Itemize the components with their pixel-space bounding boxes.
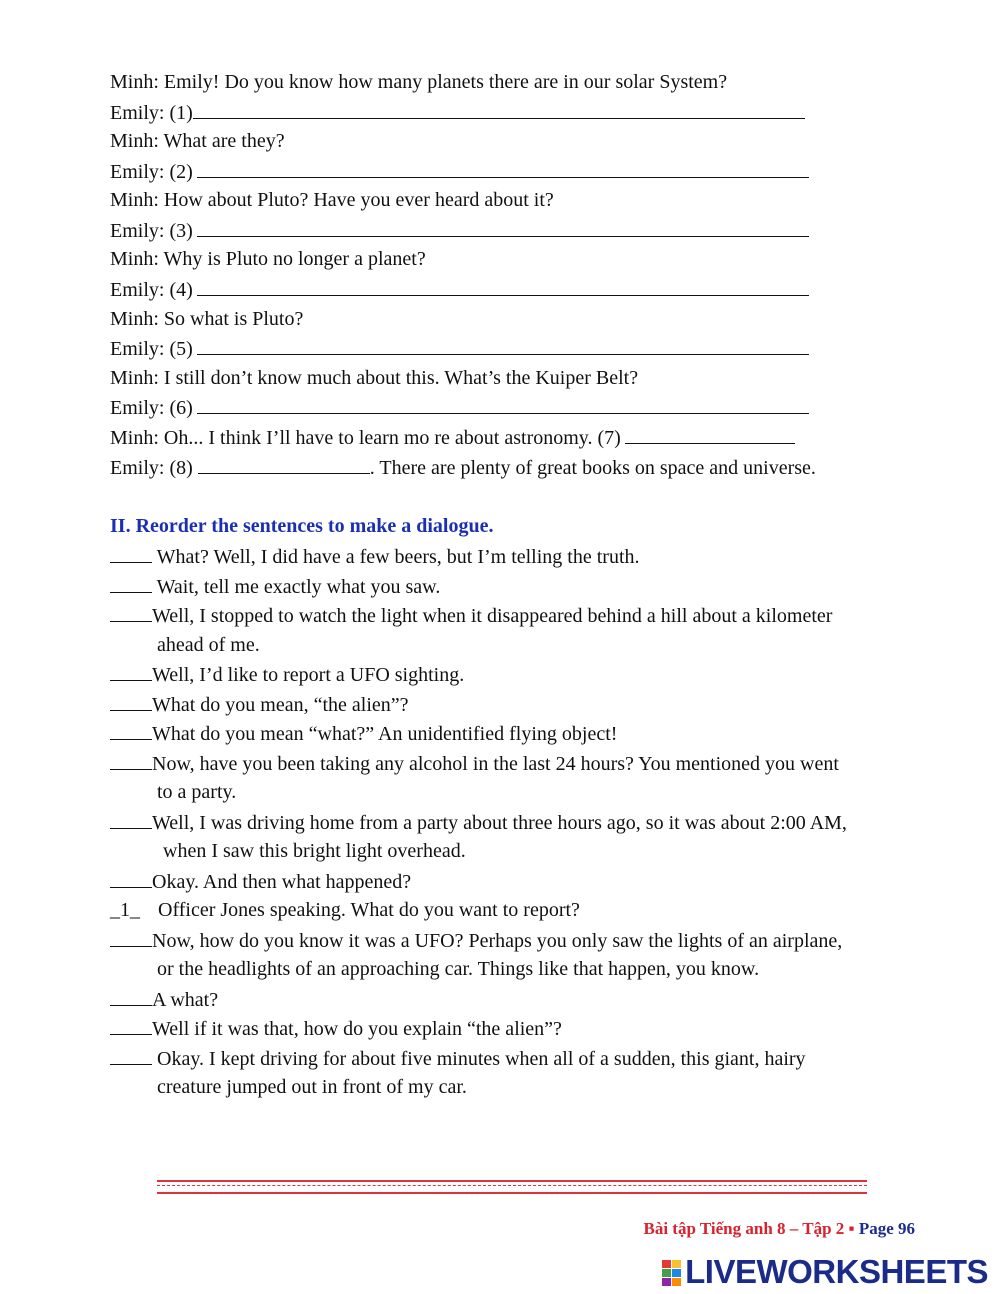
reorder-item-continuation	[110, 633, 260, 657]
order-blank[interactable]	[110, 751, 152, 770]
page-number: Page 96	[858, 1219, 915, 1238]
speaker: Emily:	[110, 457, 165, 479]
sentence-text: What? Well, I did have a few beers, but I’m telling the truth.	[156, 546, 640, 568]
reorder-item	[110, 721, 617, 746]
reorder-item-continuation	[110, 1075, 467, 1099]
brand-text: LIVEWORKSHEETS	[685, 1253, 988, 1290]
reorder-item	[110, 544, 640, 569]
sentence-text: Officer Jones speaking. What do you want to report?	[158, 899, 580, 921]
speaker: Minh:	[110, 130, 159, 152]
sentence-text: Well, I’d like to report a UFO sighting.	[152, 664, 465, 686]
reorder-item	[110, 928, 842, 953]
line-text: Why is Pluto no longer a planet?	[163, 248, 426, 270]
order-blank[interactable]	[110, 987, 152, 1006]
order-blank[interactable]	[110, 1016, 152, 1035]
section-heading: II. Reorder the sentences to make a dialogue.	[110, 515, 494, 537]
speaker: Minh:	[110, 248, 159, 270]
dialogue-line	[110, 336, 809, 361]
dialogue-line	[110, 455, 816, 480]
order-blank[interactable]	[110, 603, 152, 622]
line-text: So what is Pluto?	[163, 308, 304, 330]
sentence-text: Wait, tell me exactly what you saw.	[156, 576, 441, 598]
reorder-item-continuation	[110, 780, 236, 804]
footer-divider	[157, 1180, 867, 1194]
sentence-text: Now, have you been taking any alcohol in the last 24 hours? You mentioned you went	[152, 753, 839, 775]
answer-blank[interactable]	[197, 159, 809, 178]
answer-blank[interactable]	[197, 218, 809, 237]
sentence-text: creature jumped out in front of my car.	[157, 1076, 467, 1098]
sentence-text: when I saw this bright light overhead.	[163, 840, 466, 862]
line-text: I still don’t know much about this. What’s the Kuiper Belt?	[163, 367, 639, 389]
answer-blank[interactable]	[197, 395, 809, 414]
line-text: What are they?	[163, 130, 285, 152]
reorder-item	[110, 603, 832, 628]
sentence-text: A what?	[152, 989, 219, 1011]
liveworksheets-icon	[662, 1260, 682, 1286]
line-text: Oh... I think I’ll have to learn mo re about astronomy. (7)	[163, 427, 621, 449]
order-blank[interactable]	[110, 1046, 152, 1065]
dialogue-line	[110, 188, 554, 212]
dialogue-line	[110, 129, 285, 153]
answer-blank[interactable]	[625, 425, 795, 444]
line-text: Emily! Do you know how many planets there are in our solar System?	[163, 71, 728, 93]
dialogue-line	[110, 247, 426, 271]
answer-blank[interactable]	[193, 100, 805, 119]
dialogue-line	[110, 395, 809, 420]
reorder-item	[110, 1016, 562, 1041]
dialogue-line	[110, 277, 809, 302]
speaker: Emily:	[110, 220, 165, 242]
speaker: Minh:	[110, 427, 159, 449]
sentence-text: to a party.	[157, 781, 237, 803]
line-text: (5)	[169, 338, 193, 360]
dialogue-line	[110, 425, 795, 450]
dialogue-line	[110, 70, 727, 94]
speaker: Emily:	[110, 279, 165, 301]
line-text: (2)	[169, 161, 193, 183]
answer-blank[interactable]	[197, 336, 809, 355]
speaker: Minh:	[110, 71, 159, 93]
reorder-item	[110, 810, 847, 835]
reorder-item	[110, 574, 440, 599]
speaker: Emily:	[110, 397, 165, 419]
reorder-item	[110, 898, 580, 922]
order-blank[interactable]	[110, 810, 152, 829]
sentence-text: Okay. And then what happened?	[152, 871, 412, 893]
line-text: . There are plenty of great books on space and universe.	[369, 457, 816, 479]
order-blank[interactable]	[110, 574, 152, 593]
reorder-item	[110, 692, 409, 717]
order-blank[interactable]	[110, 869, 152, 888]
order-blank[interactable]	[110, 692, 152, 711]
reorder-item-continuation	[110, 839, 466, 863]
speaker: Minh:	[110, 367, 159, 389]
order-blank[interactable]	[110, 662, 152, 681]
line-text: How about Pluto? Have you ever heard about it?	[163, 189, 554, 211]
reorder-item	[110, 1046, 806, 1071]
answer-blank[interactable]	[197, 277, 809, 296]
speaker: Minh:	[110, 308, 159, 330]
sentence-text: Okay. I kept driving for about five minutes when all of a sudden, this giant, hairy	[157, 1048, 806, 1070]
reorder-item	[110, 987, 218, 1012]
dialogue-line	[110, 366, 638, 390]
speaker: Emily:	[110, 338, 165, 360]
line-text: (4)	[169, 279, 193, 301]
reorder-item-continuation	[110, 957, 759, 981]
order-number[interactable]: _1_	[110, 899, 140, 921]
sentence-text: What do you mean “what?” An unidentified flying object!	[152, 723, 618, 745]
dialogue-line	[110, 307, 303, 331]
dialogue-line	[110, 100, 805, 125]
answer-blank[interactable]	[198, 455, 370, 474]
book-title: Bài tập Tiếng anh 8 – Tập 2 ▪	[643, 1219, 855, 1238]
sentence-text: or the headlights of an approaching car. Things like that happen, you know.	[157, 958, 760, 980]
line-text: (8)	[169, 457, 193, 479]
sentence-text: Well, I stopped to watch the light when it disappeared behind a hill about a kilometer	[152, 605, 833, 627]
line-text: (3)	[169, 220, 193, 242]
dialogue-line	[110, 159, 809, 184]
order-blank[interactable]	[110, 544, 152, 563]
sentence-text: What do you mean, “the alien”?	[152, 694, 409, 716]
speaker: Minh:	[110, 189, 159, 211]
sentence-text: ahead of me.	[157, 634, 260, 656]
reorder-item	[110, 751, 839, 776]
brand-logo[interactable]	[662, 1253, 988, 1291]
dialogue-line	[110, 218, 809, 243]
reorder-item	[110, 869, 411, 894]
speaker: Emily:	[110, 161, 165, 183]
sentence-text: Now, how do you know it was a UFO? Perhaps you only saw the lights of an airplane,	[152, 930, 843, 952]
sentence-text: Well if it was that, how do you explain “the alien”?	[152, 1018, 562, 1040]
footer-caption	[644, 1219, 916, 1239]
line-text: (6)	[169, 397, 193, 419]
reorder-item	[110, 662, 464, 687]
sentence-text: Well, I was driving home from a party about three hours ago, so it was about 2:00 AM,	[152, 812, 847, 834]
order-blank[interactable]	[110, 928, 152, 947]
speaker: Emily:	[110, 102, 165, 124]
order-blank[interactable]	[110, 721, 152, 740]
line-text: (1)	[169, 102, 193, 124]
